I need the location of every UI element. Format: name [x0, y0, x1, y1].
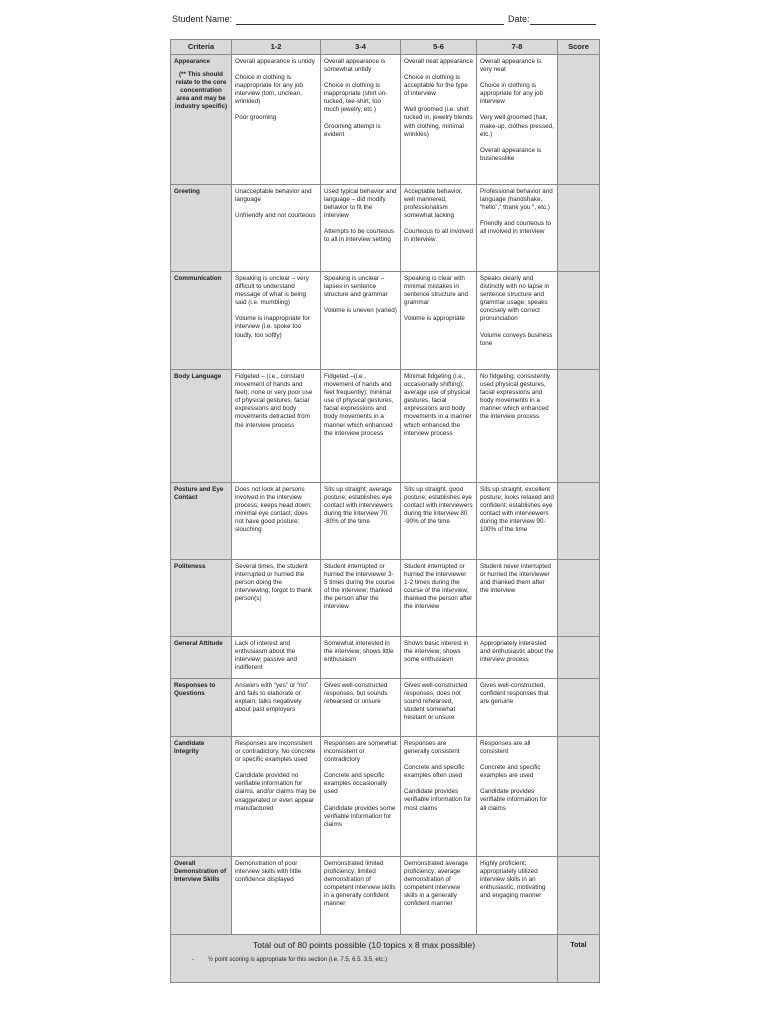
criteria-cell: [171, 560, 232, 637]
descriptor-cell: [232, 679, 321, 737]
rubric-row: [171, 560, 600, 637]
descriptor-cell: [232, 55, 321, 185]
descriptor-text: Demonstration of poor interview skills with little confidence displayed: [235, 860, 302, 884]
descriptor-cell: [321, 637, 401, 679]
descriptor-text: Candidate provides some verifiable information for claims: [324, 804, 396, 828]
descriptor-cell: [232, 737, 321, 857]
descriptor-text: Courteous to all involved in interview: [404, 228, 473, 244]
descriptor-text: Grooming attempt is evident: [324, 122, 381, 138]
criteria-name: General Attitude: [174, 640, 223, 647]
descriptor-cell: [477, 679, 558, 737]
descriptor-text: Fidgeted –(i.e., movement of hands and feet frequently); minimal use of physical gestures, facial expressions and body movements in a manner which enhanced the interview process: [324, 373, 394, 437]
descriptor-text: Used typical behavior and language – did modify behavior to fit the interview: [324, 188, 397, 220]
score-cell[interactable]: [558, 737, 600, 857]
descriptor-text: Attempts to be courteous to all in interview setting: [324, 228, 395, 244]
descriptor-text: Candidate provided no verifiable information for claims, and/or claims may be exaggerated or even appear manufactured: [235, 772, 317, 812]
descriptor-text: Overall appearance is businesslike: [480, 146, 542, 162]
descriptor-cell: [232, 370, 321, 483]
descriptor-text: Sits up straight; average posture; establishes eye contact with interviewers during the interview 70 -80% of the time: [324, 486, 393, 526]
score-cell[interactable]: [558, 679, 600, 737]
descriptor-text: Concrete and specific examples are used: [480, 764, 541, 780]
descriptor-text: Responses are all consistent: [480, 740, 531, 756]
descriptor-text: Speaks clearly and distinctly with no lapse in sentence structure and grammar usage; speaks concisely with correct pronunciation: [480, 275, 550, 323]
criteria-name: Appearance: [174, 58, 211, 65]
descriptor-cell: [321, 679, 401, 737]
descriptor-text: Does not look at persons involved in the interview process; keeps head down; minimal eye contact; does not have good posture; slouching: [235, 486, 312, 534]
descriptor-text: Answers with “yes” or “no” and fails to elaborate or explain; talks negatively about past employers: [235, 682, 309, 714]
descriptor-text: Volume conveys business tone: [480, 331, 553, 347]
rubric-row: [171, 737, 600, 857]
header-row: [171, 40, 600, 55]
descriptor-text: Gives well-constructed, confident responses that are genuine: [480, 682, 549, 706]
descriptor-cell: [401, 483, 477, 560]
total-label: Total: [570, 942, 587, 949]
rubric-row: [171, 679, 600, 737]
descriptor-text: Concrete and specific examples occasionally used: [324, 772, 387, 796]
descriptor-text: Student interrupted or hurried the interviewer 3-5 times during the course of the interview; thanked the person after the interview: [324, 563, 395, 611]
descriptor-text: Highly proficient; appropriately utilized interview skills in an enthusiastic, motivating and engaging manner: [480, 860, 546, 900]
rubric-row: [171, 185, 600, 272]
descriptor-text: Student never interrupted or hurried the interviewer and thanked them after the interview: [480, 563, 552, 595]
column-header-1-2: 1-2: [232, 40, 321, 55]
criteria-name: Posture and Eye Contact: [174, 486, 224, 502]
criteria-cell: [171, 483, 232, 560]
descriptor-cell: [401, 560, 477, 637]
descriptor-cell: [477, 637, 558, 679]
descriptor-text: Unfriendly and not courteous: [235, 212, 316, 220]
descriptor-text: Demonstrated average proficiency; average demonstration of competent interview skills in a generally confident manner: [404, 860, 469, 908]
date-field[interactable]: [530, 24, 596, 25]
column-header-score: Score: [558, 40, 600, 55]
interview-rubric-table: [170, 39, 600, 983]
score-cell[interactable]: [558, 483, 600, 560]
descriptor-text: Demonstrated limited proficiency; limited demonstration of competent interview skills in a generally confident manner: [324, 860, 396, 908]
descriptor-text: Responses are somewhat inconsistent or contradictory: [324, 740, 397, 764]
descriptor-cell: [477, 370, 558, 483]
rubric-row: [171, 637, 600, 679]
descriptor-text: Shows basic interest in the interview; shows some enthusiasm: [404, 640, 469, 664]
rubric-body: [171, 55, 600, 935]
criteria-cell: [171, 370, 232, 483]
descriptor-text: Volume is inappropriate for interview (i.e. spoke too loudly, too softly): [235, 315, 310, 339]
descriptor-cell: [321, 857, 401, 935]
half-point-note-text: ½ point scoring is appropriate for this section (i.e. 7.5, 6.5. 3.5, etc.): [208, 957, 388, 964]
score-cell[interactable]: [558, 272, 600, 370]
descriptor-cell: [232, 637, 321, 679]
descriptor-text: Volume is appropriate: [404, 315, 465, 323]
criteria-name: Greeting: [174, 188, 200, 195]
descriptor-cell: [401, 857, 477, 935]
descriptor-cell: [477, 483, 558, 560]
descriptor-cell: [321, 483, 401, 560]
total-text: Total out of 80 points possible (10 topics x 8 max possible): [252, 940, 476, 950]
criteria-cell: [171, 857, 232, 935]
criteria-cell: [171, 679, 232, 737]
descriptor-text: Overall appearance is untidy: [235, 58, 315, 65]
descriptor-text: Well groomed (i.e. shirt tucked in, jewelry blends with clothing, minimal wrinkles): [404, 106, 473, 138]
criteria-note: (** This should relate to the core concentration area and may be industry specific): [174, 71, 228, 111]
descriptor-text: Speaking is clear with minimal mistakes in sentence structure and grammar: [404, 275, 469, 307]
column-header-3-4: 3-4: [321, 40, 401, 55]
descriptor-text: Speaking is unclear – very difficult to understand message of what is being said (i.e. mumbling): [235, 275, 309, 307]
descriptor-cell: [401, 55, 477, 185]
criteria-cell: [171, 185, 232, 272]
criteria-cell: [171, 637, 232, 679]
descriptor-cell: [232, 560, 321, 637]
descriptor-text: Responses are inconsistent or contradictory. No concrete or specific examples used: [235, 740, 316, 764]
descriptor-cell: [477, 55, 558, 185]
descriptor-text: Volume is uneven (varied): [324, 307, 397, 315]
descriptor-cell: [401, 185, 477, 272]
column-header-7-8: 7-8: [477, 40, 558, 55]
descriptor-text: Several times, the student interrupted or hurried the person doing the interviewing; forgot to thank person(s): [235, 563, 313, 603]
descriptor-text: Choice in clothing is appropriate for any job interview: [480, 82, 544, 106]
descriptor-cell: [477, 857, 558, 935]
descriptor-cell: [401, 737, 477, 857]
descriptor-cell: [232, 272, 321, 370]
descriptor-cell: [477, 185, 558, 272]
descriptor-text: Lack of interest and enthusiasm about the interview; passive and indifferent: [235, 640, 297, 672]
criteria-name: Overall Demonstration of Interview Skills: [174, 860, 227, 884]
score-cell[interactable]: [558, 55, 600, 185]
descriptor-text: Candidate provides verifiable information for most claims: [404, 788, 472, 812]
criteria-name: Communication: [174, 275, 222, 282]
descriptor-text: Choice in clothing is inappropriate (shirt un-tucked, tee-shirt, too much jewelry, etc.): [324, 82, 388, 114]
criteria-cell: [171, 55, 232, 185]
rubric-row: [171, 272, 600, 370]
descriptor-text: Gives well-constructed responses, does not sound rehearsed, student somewhat hesitant or unsure: [404, 682, 468, 722]
descriptor-text: Speaking is unclear – lapses in sentence structure and grammar: [324, 275, 388, 299]
descriptor-cell: [401, 637, 477, 679]
descriptor-cell: [321, 185, 401, 272]
descriptor-text: Fidgeted – (i.e., constant movement of hands and feet); none or very poor use of physical gestures, facial expressions and body movements detracted from the interview process: [235, 373, 313, 429]
descriptor-text: Unacceptable behavior and language: [235, 188, 312, 204]
criteria-cell: [171, 272, 232, 370]
column-header-5-6: 5-6: [401, 40, 477, 55]
descriptor-text: Responses are generally consistent: [404, 740, 460, 756]
half-point-note: [174, 956, 554, 964]
descriptor-text: Poor grooming: [235, 114, 277, 122]
descriptor-text: No fidgeting; consistently used physical gestures, facial expressions and body movements in a manner which enhanced the interview process: [480, 373, 551, 421]
descriptor-text: Very well groomed (hair, make-up, clothes pressed, etc.): [480, 114, 554, 138]
descriptor-cell: [321, 272, 401, 370]
descriptor-text: Acceptable behavior, well mannered, professionalism somewhat lacking: [404, 188, 463, 220]
descriptor-text: Overall appearance is somewhat untidy: [324, 58, 386, 74]
descriptor-text: Overall appearance is very neat: [480, 58, 542, 74]
descriptor-cell: [321, 737, 401, 857]
descriptor-text: Somewhat interested in the interview; shows little enthusiasm: [324, 640, 394, 664]
descriptor-cell: [401, 370, 477, 483]
student-name-label: Student Name:: [172, 14, 233, 24]
descriptor-text: Sits up straight, good posture; establishes eye contact with interviewers during the interview 80 -90% of the time: [404, 486, 473, 526]
descriptor-cell: [401, 272, 477, 370]
descriptor-text: Professional behavior and language (handshake, “hello”,” thank you “, etc.): [480, 188, 553, 212]
criteria-cell: [171, 737, 232, 857]
descriptor-cell: [321, 55, 401, 185]
descriptor-text: Choice in clothing is inappropriate for any job interview (torn, unclean, wrinkled): [235, 74, 303, 106]
criteria-name: Responses to Questions: [174, 682, 216, 698]
score-cell[interactable]: [558, 637, 600, 679]
score-cell[interactable]: [558, 560, 600, 637]
student-name-field[interactable]: [236, 24, 504, 25]
total-row: [171, 935, 600, 983]
rubric-row: [171, 370, 600, 483]
total-cell: [171, 935, 558, 983]
descriptor-cell: [477, 560, 558, 637]
descriptor-text: Student interrupted or hurried the interviewer 1-2 times during the course of the interview; thanked the person after the interview: [404, 563, 473, 611]
descriptor-cell: [401, 679, 477, 737]
criteria-name: Candidate Integrity: [174, 740, 205, 756]
column-header-criteria: Criteria: [171, 40, 232, 55]
student-header: [172, 14, 598, 28]
descriptor-text: Concrete and specific examples often used: [404, 764, 465, 780]
descriptor-text: Friendly and courteous to all involved in interview: [480, 220, 552, 236]
descriptor-cell: [477, 737, 558, 857]
descriptor-cell: [321, 370, 401, 483]
criteria-name: Politeness: [174, 563, 206, 570]
note-bullet: -: [192, 957, 194, 964]
descriptor-text: Candidate provides verifiable information for all claims: [480, 788, 548, 812]
descriptor-text: Choice in clothing is acceptable for the type of interview: [404, 74, 468, 98]
descriptor-text: Appropriately interested and enthusiastic about the interview process: [480, 640, 554, 664]
descriptor-cell: [232, 857, 321, 935]
date-label: Date:: [508, 14, 530, 24]
score-cell[interactable]: [558, 370, 600, 483]
rubric-row: [171, 55, 600, 185]
descriptor-cell: [321, 560, 401, 637]
score-cell[interactable]: [558, 185, 600, 272]
criteria-name: Body Language: [174, 373, 222, 380]
descriptor-cell: [477, 272, 558, 370]
score-cell[interactable]: [558, 857, 600, 935]
rubric-row: [171, 857, 600, 935]
descriptor-text: Sits up straight, excellent posture; looks relaxed and confident; establishes eye contact with interviewers during the interview 90-100% of the time: [480, 486, 554, 534]
descriptor-cell: [232, 483, 321, 560]
descriptor-cell: [232, 185, 321, 272]
descriptor-text: Minimal fidgeting (i.e., occasionally shifting); average use of physical gestures, facial expressions and body movements in a manner which enhanced the interview process: [404, 373, 472, 437]
rubric-row: [171, 483, 600, 560]
descriptor-text: Gives well-constructed responses, but sounds rehearsed or unsure: [324, 682, 388, 706]
total-score-cell[interactable]: [558, 935, 600, 983]
descriptor-text: Overall neat appearance: [404, 58, 473, 65]
